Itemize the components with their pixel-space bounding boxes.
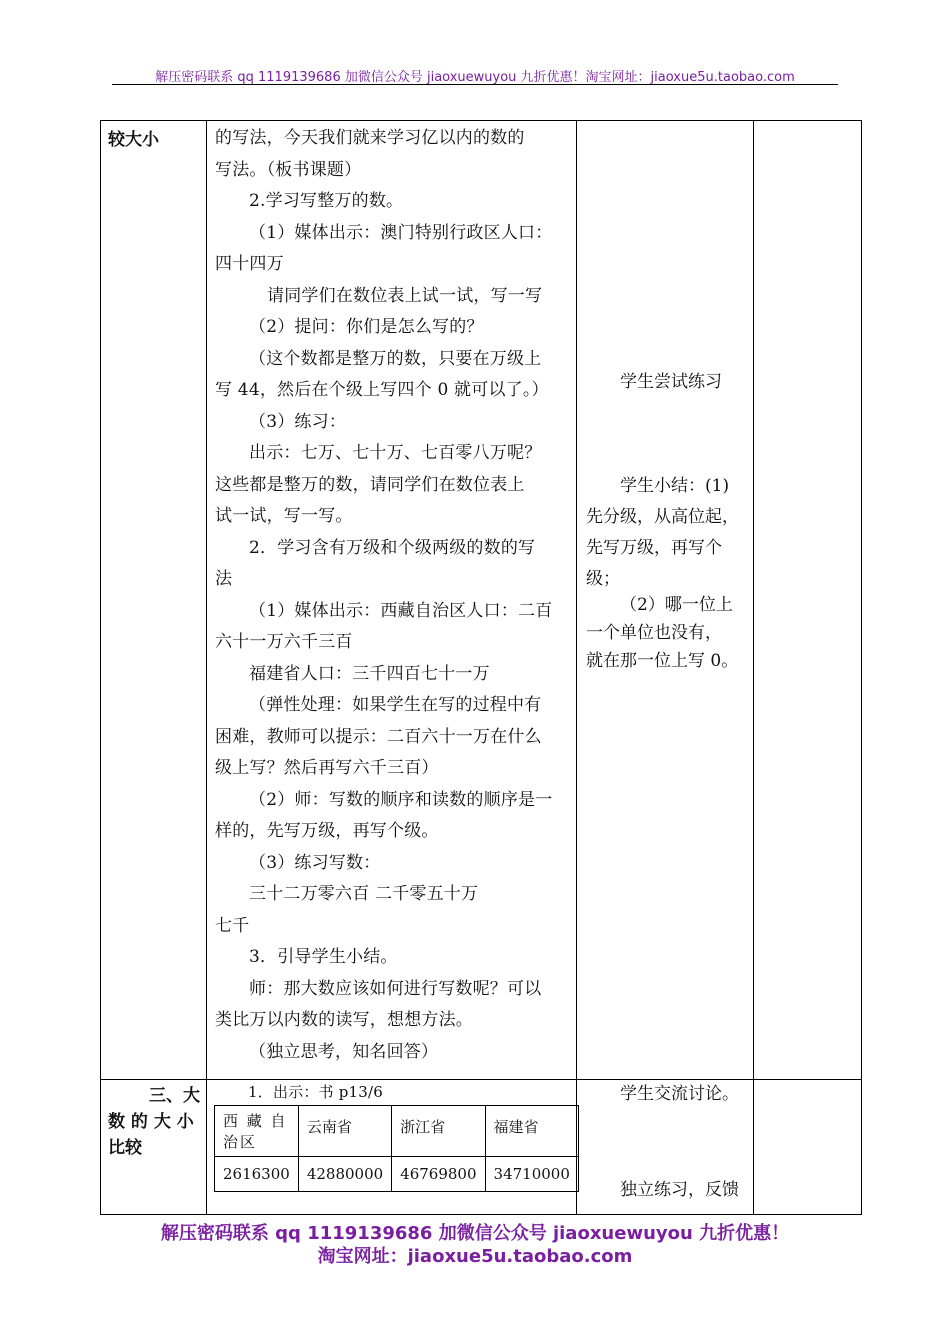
table-bottom-border: [100, 1214, 862, 1215]
text-line: 样的，先写万级，再写个级。: [215, 821, 439, 841]
text-line: 法: [215, 569, 233, 589]
table-header-cell: 浙江省: [392, 1106, 485, 1157]
text-line: （2）哪一位上: [620, 595, 733, 615]
header-watermark-text: 解压密码联系 qq 1119139686 加微信公众号 jiaoxuewuyou 九折优惠！淘宝网址：jiaoxue5u.taobao.com: [155, 70, 795, 85]
text-line: 试一试，写一写。: [215, 506, 353, 526]
text-line: 比较: [108, 1138, 142, 1158]
table-col-divider-3: [753, 120, 754, 1215]
table-col-divider-1: [206, 120, 207, 1215]
table-cell: 46769800: [392, 1157, 485, 1192]
text-line: （独立思考，知名回答）: [249, 1041, 439, 1062]
table-left-border: [100, 120, 101, 1215]
text-line: 这些都是整万的数，请同学们在数位表上: [215, 474, 525, 495]
text-line: 出示：七万、七十万、七百零八万呢？: [249, 443, 542, 463]
text-line: 数 的 大 小: [108, 1112, 194, 1132]
text-line: 的写法，今天我们就来学习亿以内的数的: [215, 128, 525, 148]
text-line: 写法。（板书课题）: [215, 159, 362, 180]
text-line: 七千: [215, 915, 250, 936]
text-line: （这个数都是整万的数，只要在万级上: [249, 348, 542, 369]
text-line: （3）练习：: [249, 411, 347, 432]
text-line: 福建省人口：三千四百七十一万: [249, 663, 490, 684]
text-line: （1）媒体出示：西藏自治区人口：二百: [249, 600, 553, 621]
text-line: （2）提问：你们是怎么写的？: [249, 317, 484, 337]
text-line: 类比万以内数的读写，想想方法。: [215, 1010, 473, 1030]
footer-watermark-line1: 解压密码联系 qq 1119139686 加微信公众号 jiaoxuewuyou 九折优惠！: [160, 1223, 790, 1244]
text-line: 四十四万: [215, 254, 284, 274]
table-header-cell: 福建省: [485, 1106, 578, 1157]
table-top-border: [100, 120, 862, 121]
text-line: 困难，教师可以提示：二百六十一万在什么: [215, 726, 542, 747]
text-line: 级上写？然后再写六千三百）: [215, 758, 439, 778]
text-line: 先分级，从高位起，: [586, 507, 739, 527]
text-line: 学生小结：(1): [620, 476, 730, 496]
text-line: 三十二万零六百 二千零五十万: [249, 884, 479, 904]
student-summary-text: [586, 471, 752, 675]
table-col-divider-2: [576, 120, 577, 1215]
footer-watermark-line2: 淘宝网址：jiaoxue5u.taobao.com: [317, 1246, 633, 1267]
text-line: 先写万级，再写个: [586, 538, 722, 558]
text-line: 写 44，然后在个级上写四个 0 就可以了。）: [215, 380, 549, 400]
text-line: 师：那大数应该如何进行写数呢？可以: [249, 978, 542, 999]
text-line: （1）媒体出示：澳门特别行政区人口：: [249, 222, 553, 243]
table-row: [215, 1157, 579, 1192]
student-discuss-text: 学生交流讨论。: [620, 1084, 739, 1104]
table-row-divider: [100, 1079, 862, 1080]
section-label-compare: 较大小: [108, 130, 159, 150]
text-line: 2．学习含有万级和个级两级的数的写: [249, 537, 536, 558]
population-table: [214, 1105, 579, 1192]
text-line: 就在那一位上写 0。: [586, 651, 739, 671]
student-try-text: 学生尝试练习: [620, 372, 722, 392]
text-line: （3）练习写数：: [249, 852, 381, 873]
text-line: 一个单位也没有，: [586, 623, 722, 643]
student-practice-text: 独立练习，反馈: [620, 1180, 739, 1200]
section-label-big-number-compare: [108, 1083, 200, 1161]
table-row: [215, 1106, 579, 1157]
header-rule: [112, 84, 838, 85]
text-line: 2.学习写整万的数。: [249, 191, 404, 211]
teaching-process-text: [215, 123, 571, 1068]
table-cell: 2616300: [215, 1157, 299, 1192]
text-line: 六十一万六千三百: [215, 632, 353, 652]
table-header-cell: 云南省: [298, 1106, 391, 1157]
table-right-border: [861, 120, 862, 1215]
text-line: 3．引导学生小结。: [249, 947, 398, 967]
text-line: 三、大: [149, 1086, 200, 1106]
table-cell: 34710000: [485, 1157, 578, 1192]
table-cell: 42880000: [298, 1157, 391, 1192]
text-line: 级；: [586, 569, 620, 589]
exercise-item-text: 1．出示：书 p13/6: [248, 1083, 383, 1101]
text-line: 请同学们在数位表上试一试，写一写: [267, 285, 543, 306]
table-header-cell: 西 藏 自 治区: [215, 1106, 299, 1157]
text-line: （2）师：写数的顺序和读数的顺序是一: [249, 789, 553, 810]
text-line: （弹性处理：如果学生在写的过程中有: [249, 695, 542, 715]
